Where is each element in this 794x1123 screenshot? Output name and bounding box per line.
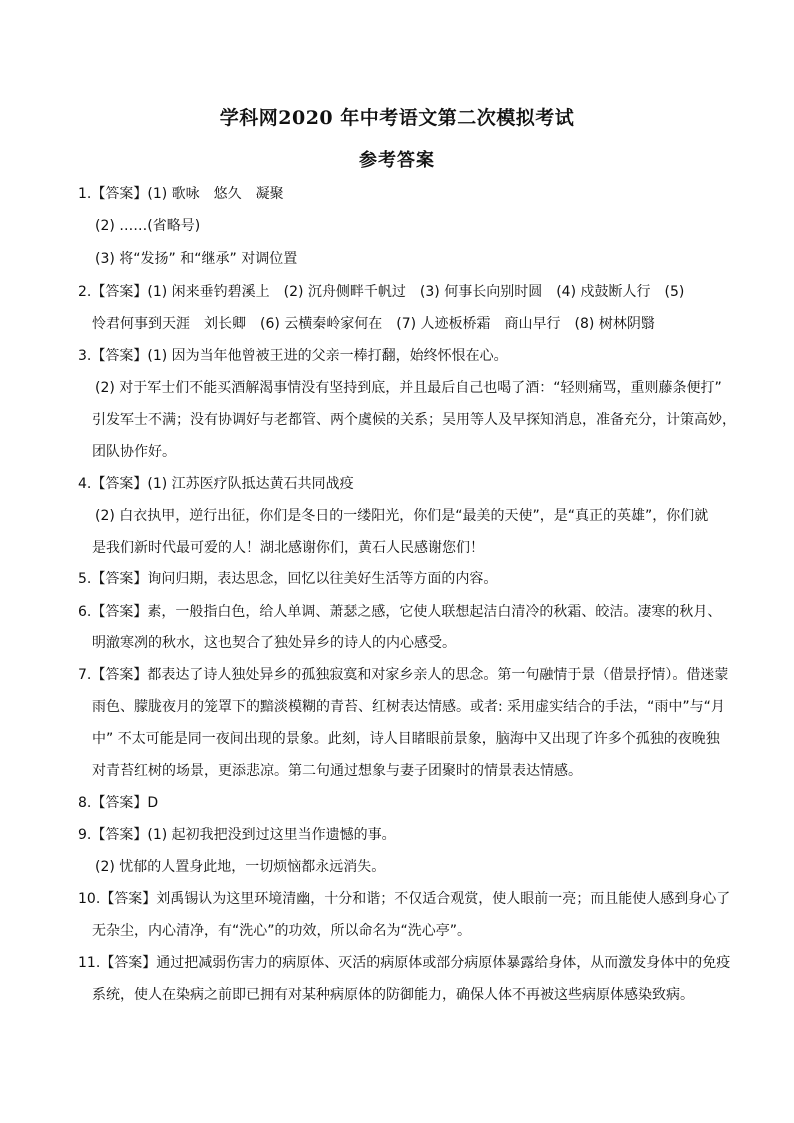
answer-line: 6.【答案】素，一般指白色，给人单调、萧瑟之感，它使人联想起洁白清冷的秋霜、皎洁。凄寒的秋月、 [78,604,722,620]
answer-line: 1.【答案】(1) 歌咏 悠久 凝聚 [78,186,284,202]
answer-line: 雨色、朦胧夜月的笼罩下的黯淡模糊的青苔、红树表达情感。或者: 采用虚实结合的手法，“雨中”与“月 [92,699,725,715]
answer-line: 对青苔红树的场景，更添悲凉。第二句通过想象与妻子团聚时的情景表达情感。 [92,763,582,779]
answer-line: (2) ……(省略号) [95,218,201,234]
answer-line: 10.【答案】刘禹锡认为这里环境清幽，十分和谐；不仅适合观赏，使人眼前一亮；而且能使人感到身心了 [78,891,731,907]
page-title: 学科网2020 年中考语文第二次模拟考试 [219,107,575,129]
answer-line: 3.【答案】(1) 因为当年他曾被王进的父亲一棒打翻，始终怀恨在心。 [78,348,508,364]
answer-line: 系统，使人在染病之前即已拥有对某种病原体的防御能力，确保人体不再被这些病原体感染致病。 [92,987,694,1003]
answer-line: 9.【答案】(1) 起初我把没到过这里当作遗憾的事。 [78,827,396,843]
answer-line: (3) 将“发扬” 和“继承” 对调位置 [95,251,298,267]
answer-line: 引发军士不满；没有协调好与老都管、两个虞候的关系；吴用等人及早探知消息，准备充分，计策高妙， [92,412,736,428]
answer-line: 5.【答案】询问归期，表达思念，回忆以往美好生活等方面的内容。 [78,571,498,587]
answer-line: (2) 白衣执甲，逆行出征，你们是冬日的一缕阳光，你们是“最美的天使”，是“真正的英雄”，你们就 [95,508,709,524]
answer-line: 怜君何事到天涯 刘长卿 (6) 云横秦岭家何在 (7) 人迹板桥霜 商山早行 (8) 树林阴翳 [92,316,655,332]
answer-line: 团队协作好。 [92,444,176,460]
answer-line: 是我们新时代最可爱的人！湖北感谢你们，黄石人民感谢您们！ [92,540,484,556]
answer-line: 7.【答案】都表达了诗人独处异乡的孤独寂寞和对家乡亲人的思念。第一句融情于景（借景抒情）。借迷蒙 [78,667,729,683]
answer-line: 明澈寒冽的秋水，这也契合了独处异乡的诗人的内心感受。 [92,635,456,651]
answer-line: 8.【答案】D [78,795,159,811]
answer-line: (2) 对于军士们不能买酒解渴事情没有坚持到底，并且最后自己也喝了酒：“轻则痛骂，重则藤条便打” [95,380,722,396]
answer-line: 4.【答案】(1) 江苏医疗队抵达黄石共同战疫 [78,476,354,492]
answer-line: 11.【答案】通过把减弱伤害力的病原体、灭活的病原体或部分病原体暴露给身体，从而激发身体中的免疫 [78,955,731,971]
answer-line: 无杂尘，内心清净，有“洗心”的功效，所以命名为“洗心亭”。 [92,923,472,939]
page-subtitle: 参考答案 [359,150,435,171]
answer-line: 中” 不太可能是同一夜间出现的景象。此刻，诗人目睹眼前景象，脑海中又出现了许多个孤独的夜晚独 [92,731,720,747]
answer-line: 2.【答案】(1) 闲来垂钓碧溪上 (2) 沉舟侧畔千帆过 (3) 何事长向别时圆 (4) 戍鼓断人行 (5) [78,284,685,300]
answer-line: (2) 忧郁的人置身此地，一切烦恼都永远消失。 [95,859,386,875]
